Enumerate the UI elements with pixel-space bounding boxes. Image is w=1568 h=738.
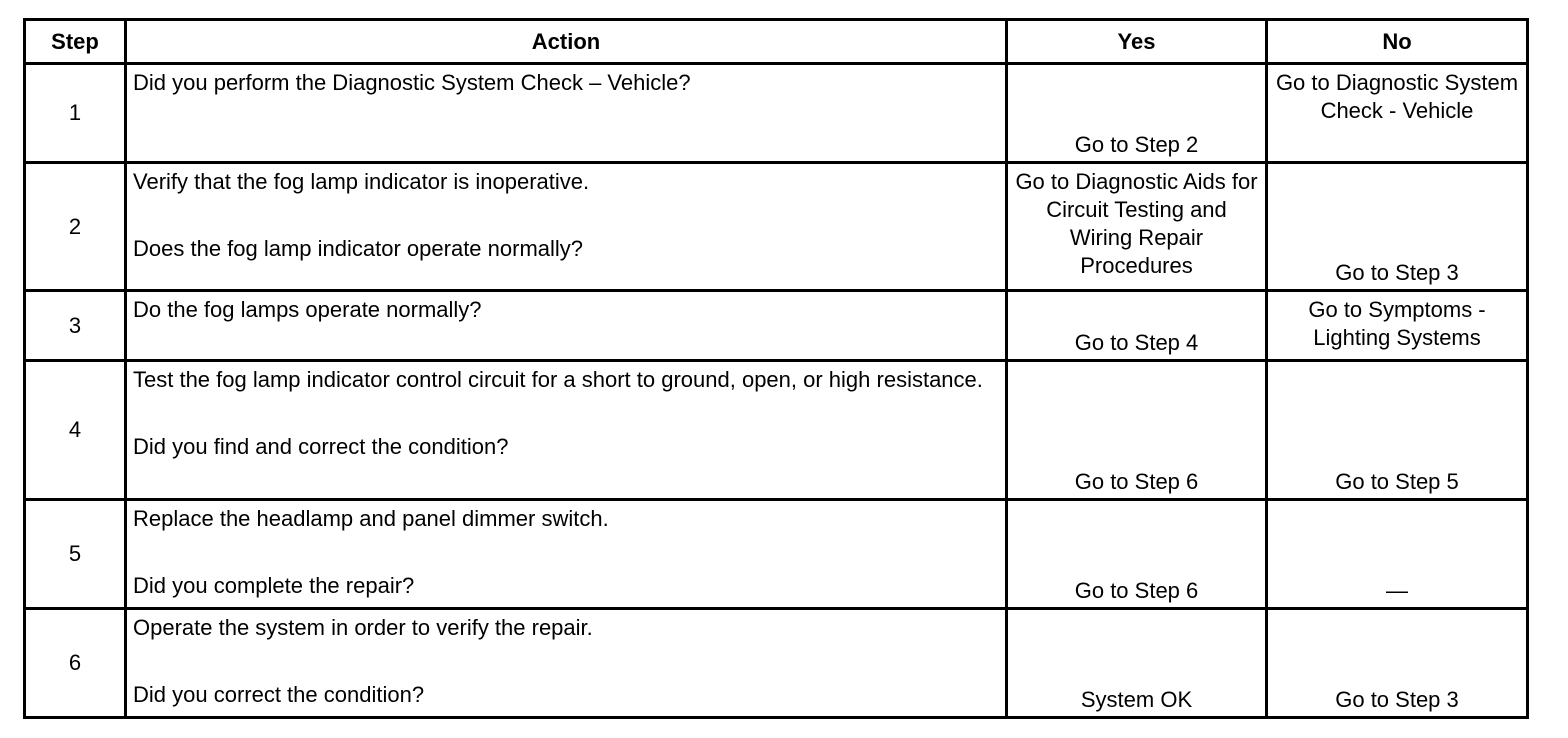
action-text: Do the fog lamps operate normally?	[133, 297, 482, 322]
no-result: Go to Step 5	[1335, 469, 1459, 494]
no-result: Go to Diagnostic System Check - Vehicle	[1275, 70, 1519, 123]
spacer	[133, 394, 999, 433]
action-text: Test the fog lamp indicator control circuit for a short to ground, open, or high resistance.	[133, 367, 983, 392]
yes-result: Go to Step 2	[1074, 132, 1199, 157]
no-cell	[1267, 609, 1528, 718]
action-cell	[126, 609, 1007, 718]
no-cell	[1267, 64, 1528, 163]
table-row	[25, 64, 1528, 163]
yes-cell	[1007, 163, 1267, 291]
step-number: 4	[25, 361, 126, 500]
action-cell	[126, 64, 1007, 163]
spacer	[133, 533, 999, 572]
action-cell	[126, 163, 1007, 291]
no-cell	[1267, 500, 1528, 609]
yes-cell	[1007, 64, 1267, 163]
yes-cell	[1007, 609, 1267, 718]
step-number: 5	[25, 500, 126, 609]
spacer	[133, 196, 999, 235]
step-number: 6	[25, 609, 126, 718]
action-question: Did you complete the repair?	[133, 573, 415, 598]
header-no: No	[1267, 20, 1528, 64]
table-header	[25, 20, 1528, 64]
yes-result: Go to Diagnostic Aids for Circuit Testing and Wiring Repair Procedures	[1015, 169, 1258, 278]
yes-cell	[1007, 291, 1267, 361]
table-row	[25, 500, 1528, 609]
action-cell	[126, 500, 1007, 609]
action-cell	[126, 361, 1007, 500]
yes-result: Go to Step 6	[1074, 469, 1199, 494]
diagnostic-table	[23, 18, 1529, 719]
header-step: Step	[25, 20, 126, 64]
action-text: Operate the system in order to verify the repair.	[133, 615, 593, 640]
step-number: 1	[25, 64, 126, 163]
action-text: Verify that the fog lamp indicator is inoperative.	[133, 169, 590, 194]
action-question: Did you find and correct the condition?	[133, 434, 509, 459]
yes-result: Go to Step 6	[1074, 578, 1199, 603]
action-text: Replace the headlamp and panel dimmer switch.	[133, 506, 609, 531]
table-row	[25, 361, 1528, 500]
no-result: Go to Step 3	[1335, 687, 1459, 712]
action-cell	[126, 291, 1007, 361]
table-row	[25, 163, 1528, 291]
step-number: 3	[25, 291, 126, 361]
no-result: Go to Step 3	[1335, 260, 1459, 285]
table-row	[25, 609, 1528, 718]
header-action: Action	[126, 20, 1007, 64]
table-body	[25, 64, 1528, 718]
yes-cell	[1007, 361, 1267, 500]
step-number: 2	[25, 163, 126, 291]
header-row	[25, 20, 1528, 64]
no-result: —	[1386, 578, 1408, 603]
header-yes: Yes	[1007, 20, 1267, 64]
no-cell	[1267, 361, 1528, 500]
spacer	[133, 642, 999, 681]
no-cell	[1267, 163, 1528, 291]
table-row	[25, 291, 1528, 361]
yes-cell	[1007, 500, 1267, 609]
yes-result: System OK	[1080, 687, 1193, 712]
action-question: Does the fog lamp indicator operate normally?	[133, 236, 584, 261]
yes-result: Go to Step 4	[1074, 330, 1199, 355]
action-question: Did you correct the condition?	[133, 682, 425, 707]
no-cell	[1267, 291, 1528, 361]
no-result: Go to Symptoms - Lighting Systems	[1308, 297, 1486, 350]
action-text: Did you perform the Diagnostic System Check – Vehicle?	[133, 70, 691, 95]
